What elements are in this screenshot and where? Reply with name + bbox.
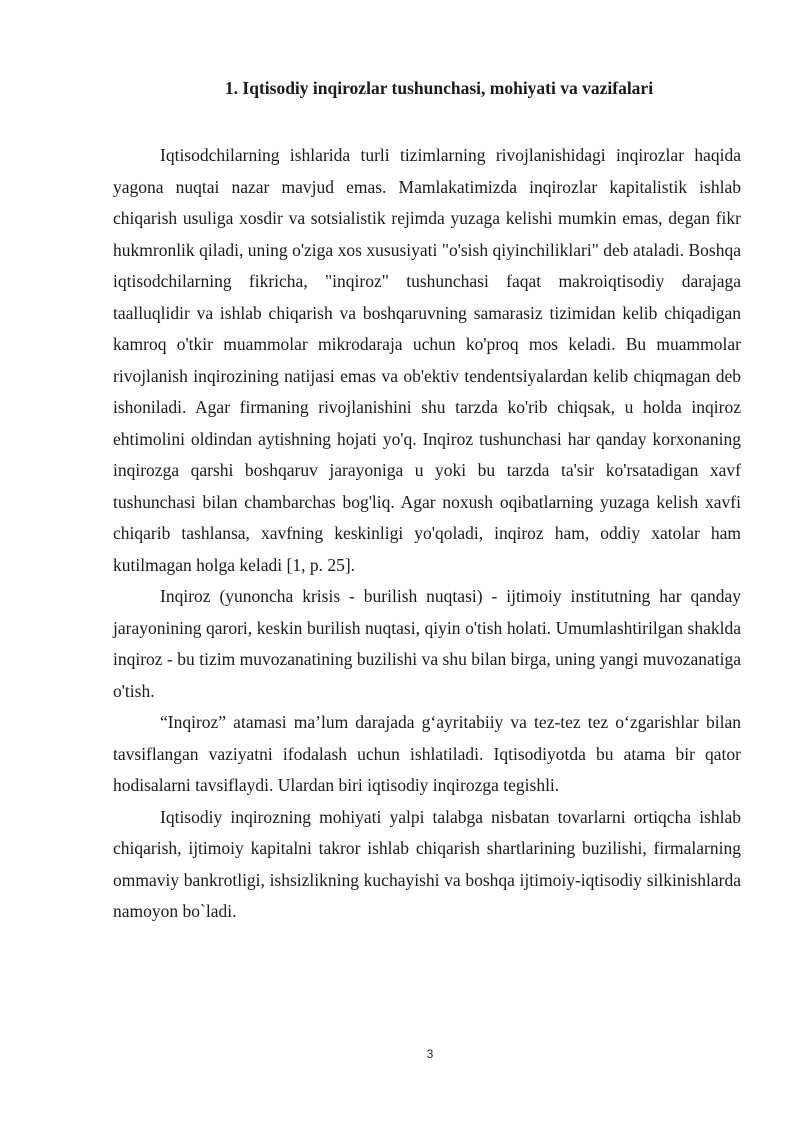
paragraph-3: “Inqiroz” atamasi ma’lum darajada g‘ayritabiiy va tez-tez tez o‘zgarishlar bilan tavsiflangan vaziyatni ifodalash uchun ishlatiladi. Iqtisodiyotda bu atama bir qator hodisalarni tavsiflaydi. Ulardan biri iqtisodiy inqirozga tegishli. <box>113 712 741 795</box>
paragraph-4: Iqtisodiy inqirozning mohiyati yalpi talabga nisbatan tovarlarni ortiqcha ishlab chiqarish, ijtimoiy kapitalni takror ishlab chiqarish shartlarining buzilishi, firmalarning ommaviy bankrotligi, ishsizlikning kuchayishi va boshqa ijtimoiy-iqtisodiy silkinishlarda namoyon bo`ladi. <box>113 806 741 921</box>
section-heading: 1. Iqtisodiy inqirozlar tushunchasi, mohiyati va vazifalari <box>224 78 654 98</box>
page-number: 3 <box>426 1047 434 1061</box>
paragraph-2: Inqiroz (yunoncha krisis - burilish nuqtasi) - ijtimoiy institutning har qanday jarayonining qarori, keskin burilish nuqtasi, qiyin o'tish holati. Umumlashtirilgan shaklda inqiroz - bu tizim muvozanatining buzilishi va shu bilan birga, uning yangi muvozanatiga o'tish. <box>113 586 741 701</box>
paragraph-1: Iqtisodchilarning ishlarida turli tizimlarning rivojlanishidagi inqirozlar haqida yagona nuqtai nazar mavjud emas. Mamlakatimizda inqirozlar kapitalistik ishlab chiqarish usuliga xosdir va sotsialistik rejimda yuzaga kelishi mumkin emas, degan fikr hukmronlik qiladi, uning o'ziga xos xususiyati "o'sish qiyinchiliklari" deb ataladi. Boshqa iqtisodchilarning fikricha, "inqiroz" tushunchasi faqat makroiqtisodiy darajaga taalluqlidir va ishlab chiqarish va boshqaruvning samarasiz tizimidan kelib chiqadigan kamroq o'tkir muammolar mikrodaraja uchun ko'proq mos keladi. Bu muammolar rivojlanish inqirozining natijasi emas va ob'ektiv tendentsiyalardan kelib chiqmagan deb ishoniladi. Agar firmaning rivojlanishini shu tarzda ko'rib chiqsak, u holda inqiroz ehtimolini oldindan aytishning hojati yo'q. Inqiroz tushunchasi har qanday korxonaning inqirozga qarshi boshqaruv jarayoniga u yoki bu tarzda ta'sir ko'rsatadigan xavf tushunchasi bilan chambarchas bog'liq. Agar noxush oqibatlarning yuzaga kelish xavfi chiqarib tashlansa, xavfning keskinligi yo'qoladi, inqiroz ham, oddiy xatolar ham kutilmagan holga keladi [1, p. 25]. <box>113 145 741 575</box>
body-text <box>113 140 741 928</box>
